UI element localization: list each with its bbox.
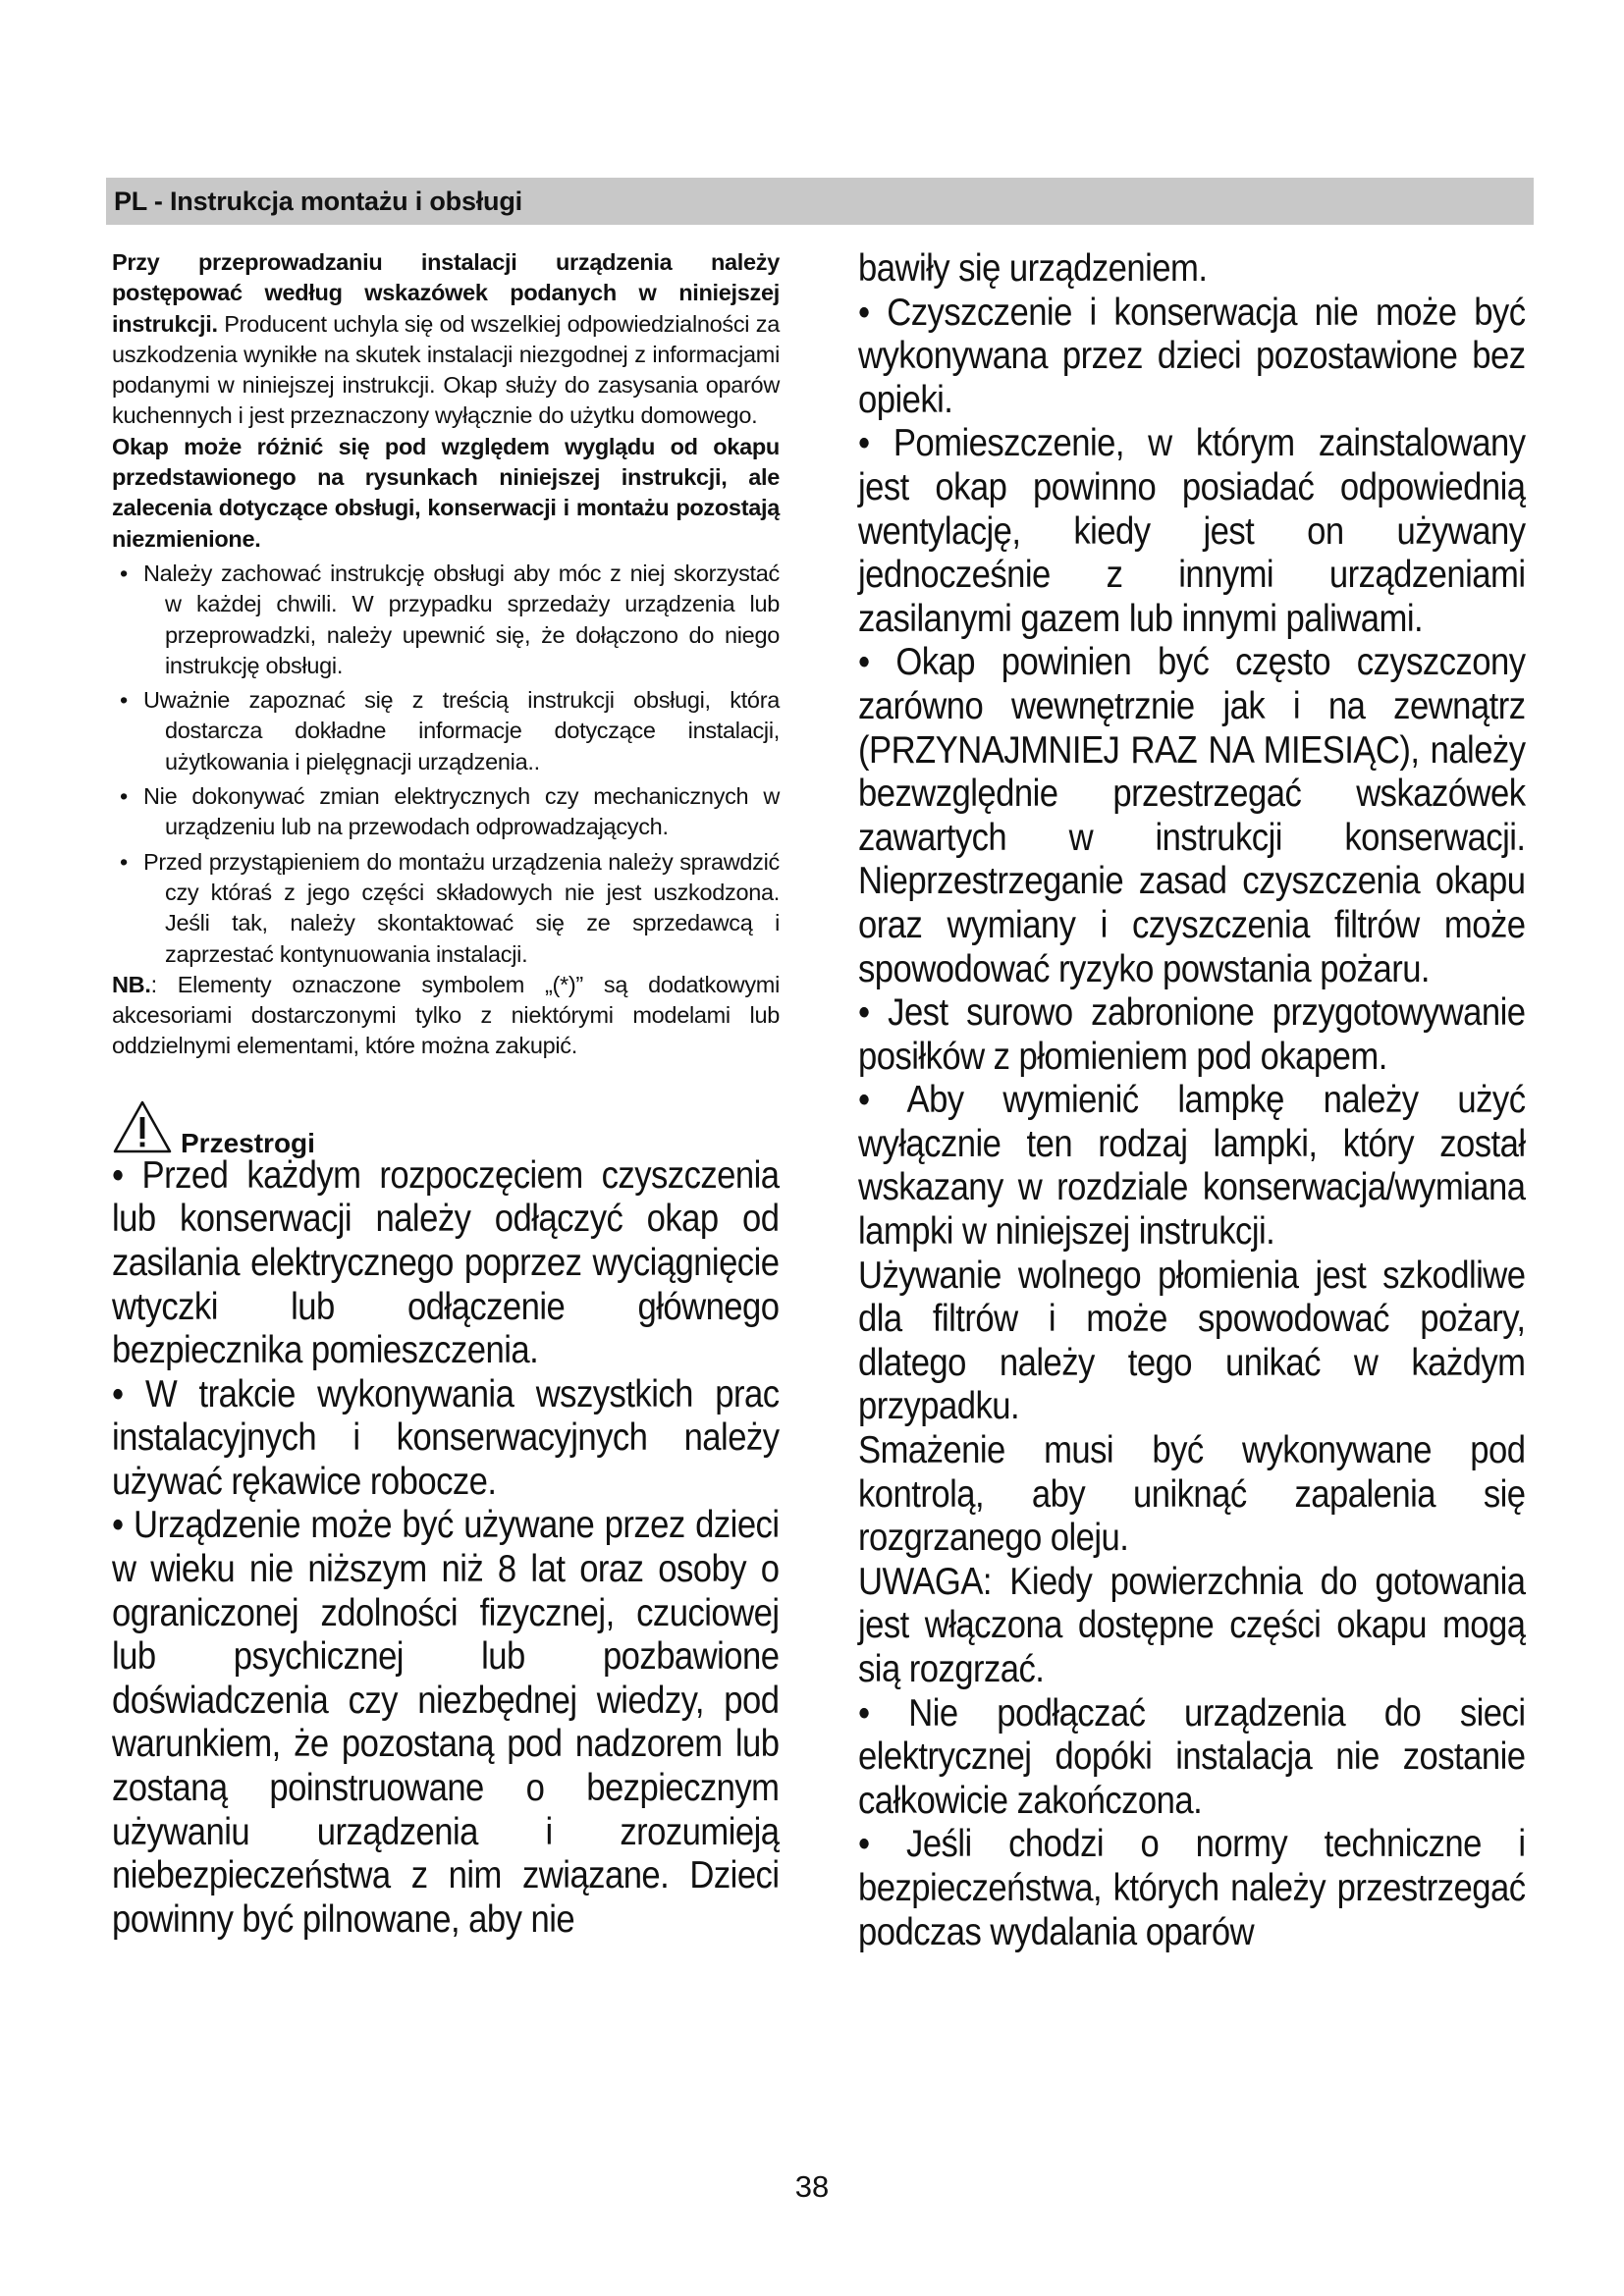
right-paragraph: • Aby wymienić lampkę należy użyć wyłącznie ten rodzaj lampki, który został wskazany w rozdziale konserwacja/wymiana lampki w niniejszej instrukcji. (858, 1079, 1526, 1254)
page-number: 38 (794, 2169, 830, 2204)
warning-paragraph: • Urządzenie może być używane przez dzieci w wieku nie niższym niż 8 lat oraz osoby o ograniczonej zdolności fizycznej, czuciowej lub psychicznej lub pozbawione doświadczenia czy niezbędnej wiedzy, pod warunkiem, że pozostaną pod nadzorem lub zostaną poinstruowane o bezpiecznym używaniu urządzenia i zrozumieją niebezpieczeństwa z nim związane. Dzieci powinny być pilnowane, aby nie (112, 1504, 780, 1941)
right-paragraph: Smażenie musi być wykonywane pod kontrolą, aby uniknąć zapalenia się rozgrzanego oleju. (858, 1429, 1526, 1560)
right-paragraph: • Czyszczenie i konserwacja nie może być wykonywana przez dzieci pozostawione bez opieki. (858, 291, 1526, 421)
right-paragraph: • Jest surowo zabronione przygotowywanie posiłków z płomieniem pod okapem. (858, 991, 1526, 1078)
bullet-dot: • (120, 848, 128, 875)
bullet-dot: • (120, 783, 128, 810)
bullet-text: Przed przystąpieniem do montażu urządzenia należy sprawdzić czy któraś z jego części składowych nie jest uszkodzona. Jeśli tak, należy skontaktować się ze sprzedawcą i zaprzestać kontynuowania instalacji. (143, 848, 780, 967)
bullet-text: Nie dokonywać zmian elektrycznych czy mechanicznych w urządzeniu lub na przewodach odprowadzających. (143, 783, 780, 840)
warning-triangle-icon (112, 1099, 173, 1154)
right-paragraph: bawiły się urządzeniem. (858, 247, 1208, 290)
intro-paragraph (112, 247, 780, 432)
right-paragraph: • Jeśli chodzi o normy techniczne i bezpieczeństwa, których należy przestrzegać podczas wydalania oparów (858, 1823, 1526, 1953)
bullet-dot: • (120, 560, 128, 586)
intro-bold-text: Przy przeprowadzaniu instalacji urządzenia należy postępować według wskazówek podanych w niniejszej instrukcji. (112, 249, 780, 337)
right-paragraph: Używanie wolnego płomienia jest szkodliwe dla filtrów i może spowodować pożary, dlatego należy tego unikać w każdym przypadku. (858, 1254, 1526, 1428)
right-paragraph: • Pomieszczenie, w którym zainstalowany jest okap powinno posiadać odpowiednią wentylację, kiedy jest on używany jednocześnie z innymi urządzeniami zasilanymi gazem lub innymi paliwami. (858, 422, 1526, 640)
bullet-item (112, 685, 780, 777)
bullet-item (112, 559, 780, 681)
warnings-heading (112, 1097, 780, 1158)
appearance-note: Okap może różnić się pod względem wyglądu od okapu przedstawionego na rysunkach niniejszej instrukcji, ale zalecenia dotyczące obsługi, konserwacji i montażu pozostają niezmienione. (112, 433, 780, 552)
warnings-label: Przestrogi (181, 1127, 315, 1158)
right-paragraph: • Okap powinien być często czyszczony zarówno wewnętrznie jak i na zewnątrz (PRZYNAJMNIEJ RAZ NA MIESIĄC), należy bezwzględnie przestrzegać wskazówek zawartych w instrukcji konserwacji. Nieprzestrzeganie zasad czyszczenia okapu oraz wymiany i czyszczenia filtrów może spowodować ryzyko powstania pożaru. (858, 641, 1526, 990)
intro-regular-text: Producent uchyla się od wszelkiej odpowiedzialności za uszkodzenia wynikłe na skutek instalacji niezgodnej z informacjami podanymi w niniejszej instrukcji. Okap służy do zasysania oparów kuchennych i jest przeznaczony wyłącznie do użytku domowego. (112, 310, 780, 429)
right-paragraph: UWAGA: Kiedy powierzchnia do gotowania jest włączona dostępne części okapu mogą sią rozgrzać. (858, 1560, 1526, 1690)
section-header: PL - Instrukcja montażu i obsługi (106, 178, 1534, 225)
nb-note (112, 970, 780, 1062)
bullet-text: Należy zachować instrukcję obsługi aby móc z niej skorzystać w każdej chwili. W przypadku sprzedaży urządzenia lub przeprowadzki, należy upewnić się, że dołączono do niego instrukcję obsługi. (143, 560, 780, 678)
warning-paragraph: • Przed każdym rozpoczęciem czyszczenia lub konserwacji należy odłączyć okap od zasilania elektrycznego poprzez wyciągnięcie wtyczki lub odłączenie głównego bezpiecznika pomieszczenia. (112, 1153, 780, 1372)
bullet-item (112, 847, 780, 970)
bullet-text: Uważnie zapoznać się z treścią instrukcji obsługi, która dostarcza dokładne informacje dotyczące instalacji, użytkowania i pielęgnacji urządzenia.. (143, 687, 780, 774)
nb-text: : Elementy oznaczone symbolem „(*)” są dodatkowymi akcesoriami dostarczonymi tylko z niektórymi modelami lub oddzielnymi elementami, które można zakupić. (112, 971, 780, 1059)
bullet-item (112, 781, 780, 843)
bullet-dot: • (120, 687, 128, 714)
nb-label: NB. (112, 971, 151, 997)
left-column (112, 247, 780, 1942)
right-paragraph: • Nie podłączać urządzenia do sieci elektrycznej dopóki instalacja nie zostanie całkowicie zakończona. (858, 1691, 1526, 1822)
warning-paragraph: • W trakcie wykonywania wszystkich prac instalacyjnych i konserwacyjnych należy używać rękawice robocze. (112, 1372, 780, 1503)
right-column (858, 247, 1526, 1954)
